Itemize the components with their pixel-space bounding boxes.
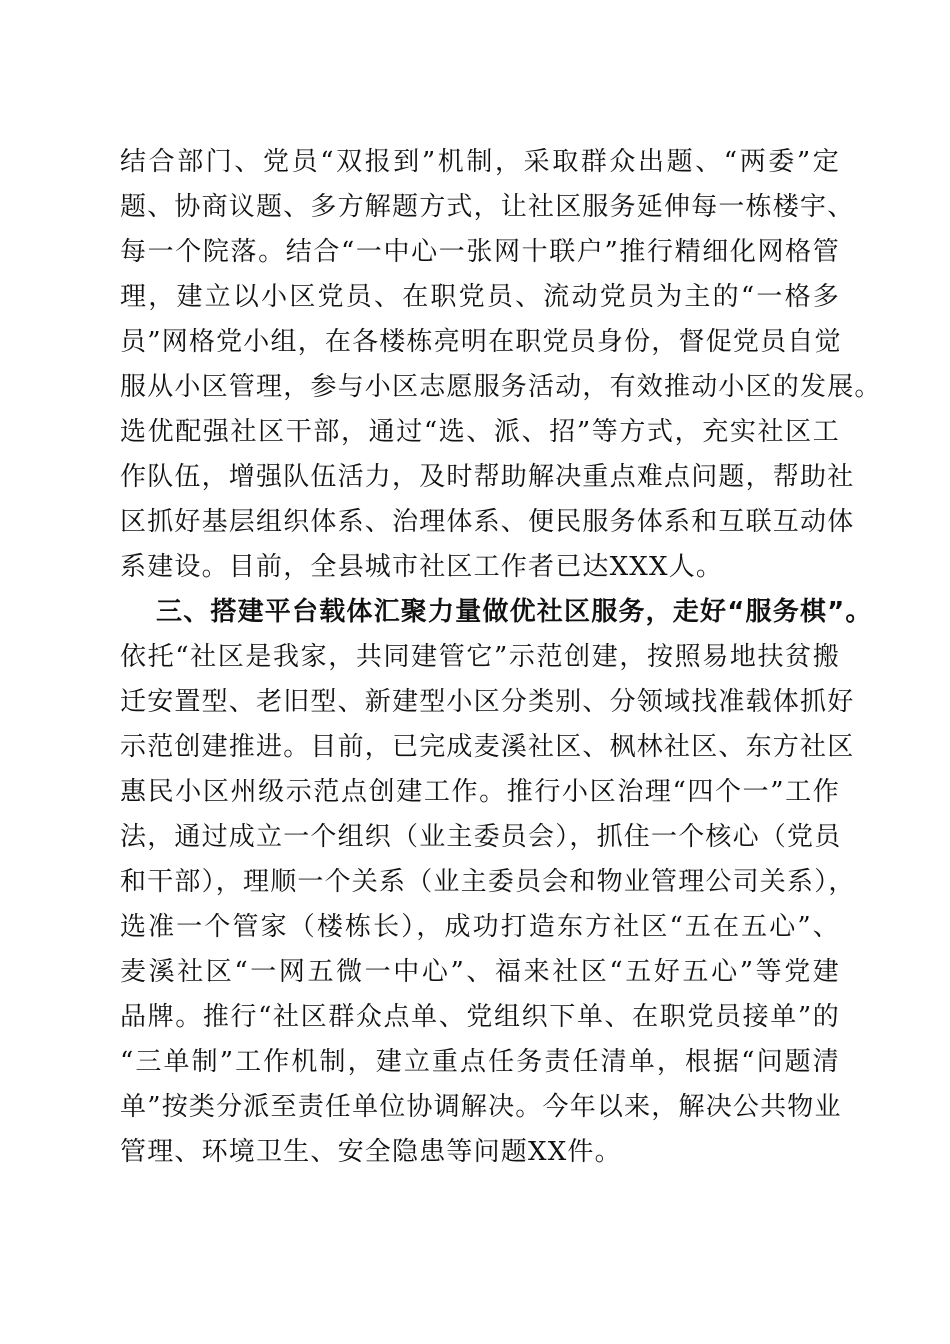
body-text	[120, 140, 882, 1175]
section-3-line: 惠民小区州级示范点创建工作。推行小区治理“四个一”工作	[120, 777, 840, 807]
section-3-line: 迁安置型、老旧型、新建型小区分类别、分领域找准载体抓好	[120, 687, 855, 717]
section-3-line: 和干部），理顺一个关系（业主委员会和物业管理公司关系），	[120, 867, 856, 897]
paragraph-1-line: 作队伍，增强队伍活力，及时帮助解决重点难点问题，帮助社	[120, 462, 855, 492]
paragraph-1-last-line: 系建设。目前，全县城市社区工作者已达XXX人。	[120, 552, 724, 582]
paragraph-1-line: 区抓好基层组织体系、治理体系、便民服务体系和互联互动体	[120, 507, 855, 537]
section-3-heading: 三、搭建平台载体汇聚力量做优社区服务，走好“服务棋”。	[156, 597, 873, 627]
paragraph-1-line: 每一个院落。结合“一中心一张网十联户”推行精细化网格管	[120, 237, 840, 267]
paragraph-1-line: 理，建立以小区党员、在职党员、流动党员为主的“一格多	[120, 282, 840, 312]
paragraph-1-line: 结合部门、党员“双报到”机制，采取群众出题、“两委”定	[120, 147, 840, 177]
paragraph-1-line: 服从小区管理，参与小区志愿服务活动，有效推动小区的发展。	[120, 372, 882, 402]
paragraph-1-line: 题、协商议题、多方解题方式，让社区服务延伸每一栋楼宇、	[120, 192, 855, 222]
section-3-line: 单”按类分派至责任单位协调解决。今年以来，解决公共物业	[120, 1092, 842, 1122]
section-3-line: 法，通过成立一个组织（业主委员会），抓住一个核心（党员	[120, 822, 842, 852]
section-3-line: 品牌。推行“社区群众点单、党组织下单、在职党员接单”的	[120, 1002, 840, 1032]
section-3-line: 依托“社区是我家，共同建管它”示范创建，按照易地扶贫搬	[120, 642, 840, 672]
paragraph-1-line: 员”网格党小组，在各楼栋亮明在职党员身份，督促党员自觉	[120, 327, 842, 357]
section-3-line: 示范创建推进。目前，已完成麦溪社区、枫林社区、东方社区	[120, 732, 855, 762]
section-3-line: “三单制”工作机制，建立重点任务责任清单，根据“问题清	[120, 1047, 840, 1077]
paragraph-1-line: 选优配强社区干部，通过“选、派、招”等方式，充实社区工	[120, 417, 840, 447]
section-3-line: 选准一个管家（楼栋长），成功打造东方社区“五在五心”、	[120, 912, 840, 942]
section-3-last-line: 管理、环境卫生、安全隐患等问题XX件。	[120, 1137, 622, 1167]
section-3-line: 麦溪社区“一网五微一中心”、福来社区“五好五心”等党建	[120, 957, 840, 987]
